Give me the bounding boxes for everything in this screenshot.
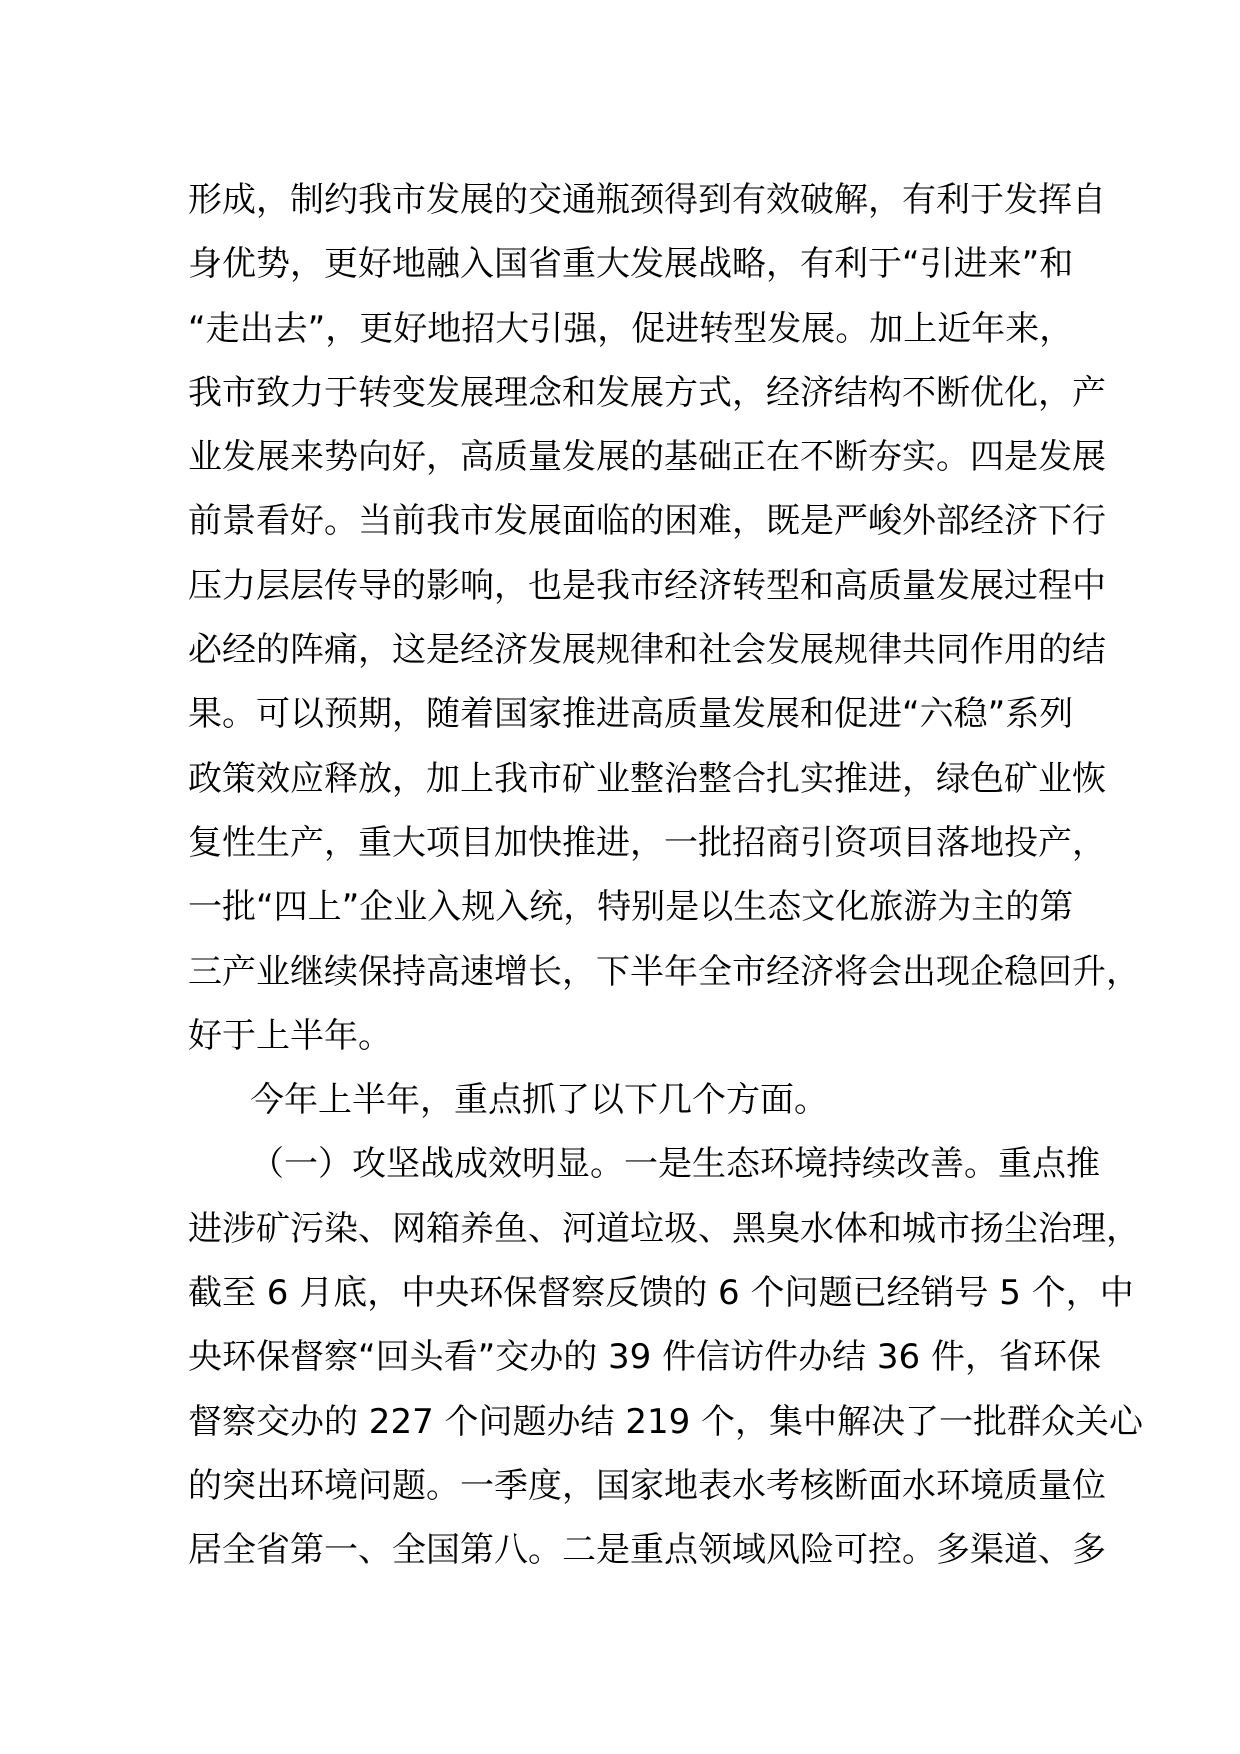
text-line: 政策效应释放，加上我市矿业整治整合扎实推进，绿色矿业恢 xyxy=(188,758,1106,799)
text-line: 三产业继续保持高速增长，下半年全市经济将会出现企稳回升， xyxy=(188,951,1140,992)
text-line: 必经的阵痛，这是经济发展规律和社会发展规律共同作用的结 xyxy=(188,630,1106,671)
text-line: （一）攻坚战成效明显。一是生态环境持续改善。重点推 xyxy=(250,1144,1100,1185)
text-line: 身优势，更好地融入国省重大发展战略，有利于“引进来”和 xyxy=(188,244,1074,285)
text-line: 一批“四上”企业入规入统，特别是以生态文化旅游为主的第 xyxy=(188,887,1074,928)
text-line: 形成，制约我市发展的交通瓶颈得到有效破解，有利于发挥自 xyxy=(188,180,1106,220)
text-line: 业发展来势向好，高质量发展的基础正在不断夯实。四是发展 xyxy=(188,437,1106,478)
text-line: 好于上半年。 xyxy=(188,1015,392,1056)
text-line: 督察交办的 227 个问题办结 219 个，集中解决了一批群众关心 xyxy=(188,1401,1144,1442)
text-line: 复性生产，重大项目加快推进，一批招商引资项目落地投产， xyxy=(188,822,1106,863)
text-line: 我市致力于转变发展理念和发展方式，经济结构不断优化，产 xyxy=(188,372,1106,413)
text-line: 今年上半年，重点抓了以下几个方面。 xyxy=(250,1080,828,1121)
text-line: “走出去”，更好地招大引强，促进转型发展。加上近年来， xyxy=(188,308,1074,349)
text-line: 前景看好。当前我市发展面临的困难，既是严峻外部经济下行 xyxy=(188,501,1106,542)
text-line: 进涉矿污染、网箱养鱼、河道垃圾、黑臭水体和城市扬尘治理， xyxy=(188,1208,1140,1249)
text-line: 的突出环境问题。一季度，国家地表水考核断面水环境质量位 xyxy=(188,1465,1106,1506)
text-line: 果。可以预期，随着国家推进高质量发展和促进“六稳”系列 xyxy=(188,694,1074,735)
text-line: 居全省第一、全国第八。二是重点领域风险可控。多渠道、多 xyxy=(188,1530,1106,1571)
text-line: 压力层层传导的影响，也是我市经济转型和高质量发展过程中 xyxy=(188,565,1106,606)
document-body xyxy=(188,168,1144,1583)
text-line: 央环保督察“回头看”交办的 39 件信访件办结 36 件，省环保 xyxy=(188,1337,1101,1378)
text-line: 截至 6 月底，中央环保督察反馈的 6 个问题已经销号 5 个，中 xyxy=(188,1273,1134,1314)
